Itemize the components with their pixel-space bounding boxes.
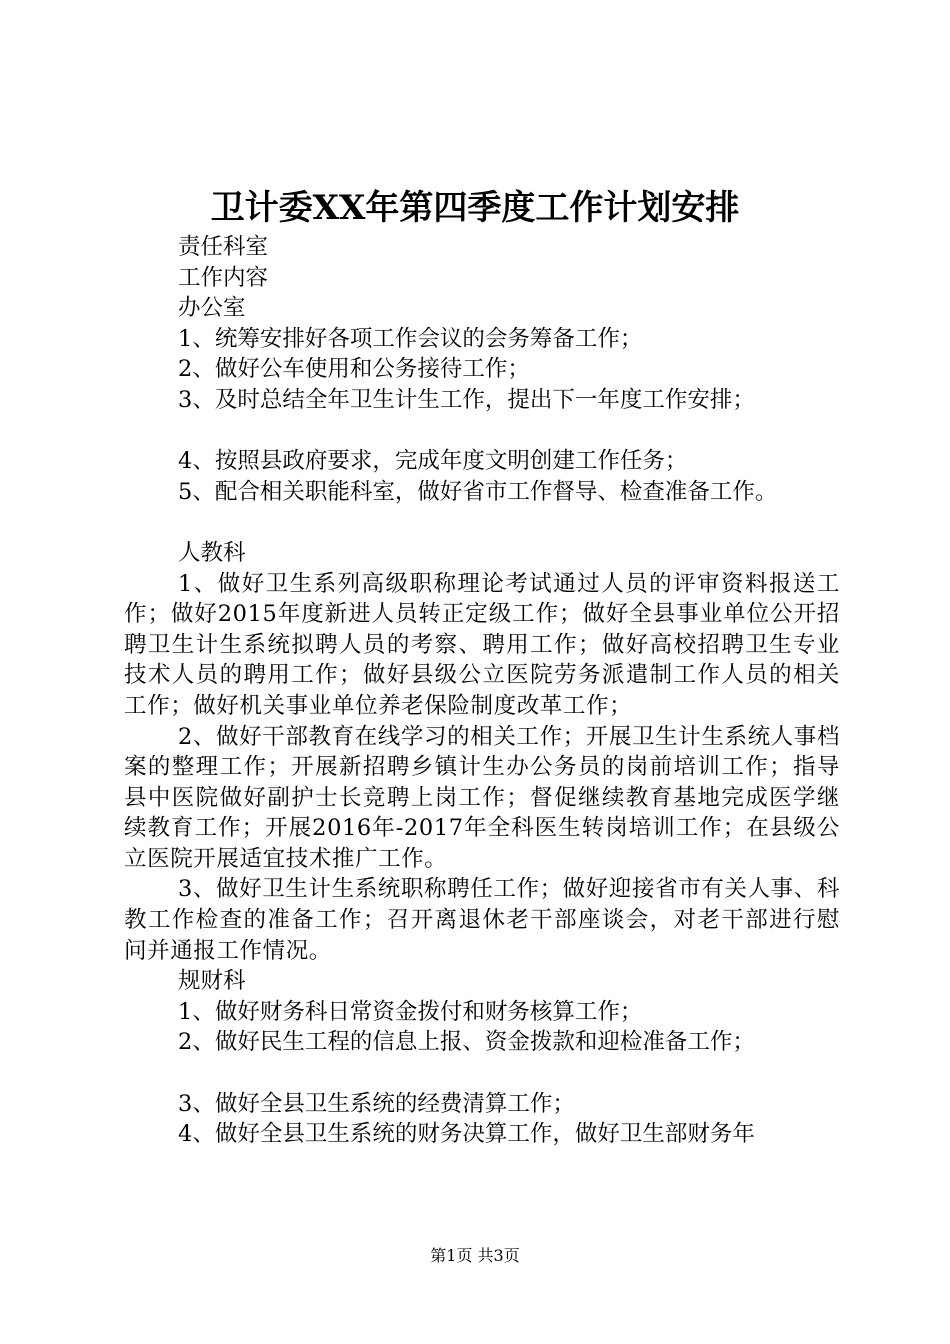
office-item-4: 4、按照县政府要求，完成年度文明创建工作任务；: [178, 448, 688, 475]
office-item-5: 5、配合相关职能科室，做好省市工作督导、检查准备工作。: [178, 478, 778, 505]
office-item-3: 3、及时总结全年卫生计生工作，提出下一年度工作安排；: [178, 386, 755, 413]
section-hr: 人教科: [178, 539, 246, 566]
spacer: [124, 1058, 840, 1089]
hr-item-3: 3、做好卫生计生系统职称聘任工作；做好迎接省市有关人事、科教工作检查的准备工作；召开离退休老干部座谈会，对老干部进行慰问并通报工作情况。: [124, 876, 840, 964]
header-content-label: 工作内容: [178, 264, 269, 291]
finance-item-3: 3、做好全县卫生系统的经费清算工作；: [178, 1090, 575, 1117]
document-title: 卫计委XX年第四季度工作计划安排: [210, 188, 740, 228]
spacer: [124, 416, 840, 447]
spacer: [124, 507, 840, 538]
finance-item-1: 1、做好财务科日常资金拨付和财务核算工作；: [178, 998, 643, 1025]
finance-item-4: 4、做好全县卫生系统的财务决算工作，做好卫生部财务年: [178, 1121, 755, 1148]
section-office: 办公室: [178, 295, 246, 322]
page-footer: 第1页 共3页: [430, 1246, 520, 1265]
section-finance: 规财科: [178, 968, 246, 995]
hr-item-1: 1、做好卫生系列高级职称理论考试通过人员的评审资料报送工作；做好2015年度新进人员转正定级工作；做好全县事业单位公开招聘卫生计生系统拟聘人员的考察、聘用工作；做好高校招聘卫生专业技术人员的聘用工作；做好县级公立医院劳务派遣制工作人员的相关工作；做好机关事业单位养老保险制度改革工作；: [124, 570, 840, 719]
document-body: [124, 232, 840, 1150]
office-item-1: 1、统筹安排好各项工作会议的会务筹备工作；: [178, 325, 643, 352]
hr-item-2: 2、做好干部教育在线学习的相关工作；开展卫生计生系统人事档案的整理工作；开展新招聘乡镇计生办公务员的岗前培训工作；指导县中医院做好副护士长竞聘上岗工作；督促继续教育基地完成医学继续教育工作；开展2016年-2017年全科医生转岗培训工作；在县级公立医院开展适宜技术推广工作。: [124, 723, 840, 872]
finance-item-2: 2、做好民生工程的信息上报、资金拨款和迎检准备工作；: [178, 1029, 755, 1056]
header-department-label: 责任科室: [178, 234, 269, 260]
office-item-2: 2、做好公车使用和公务接待工作；: [178, 356, 530, 383]
